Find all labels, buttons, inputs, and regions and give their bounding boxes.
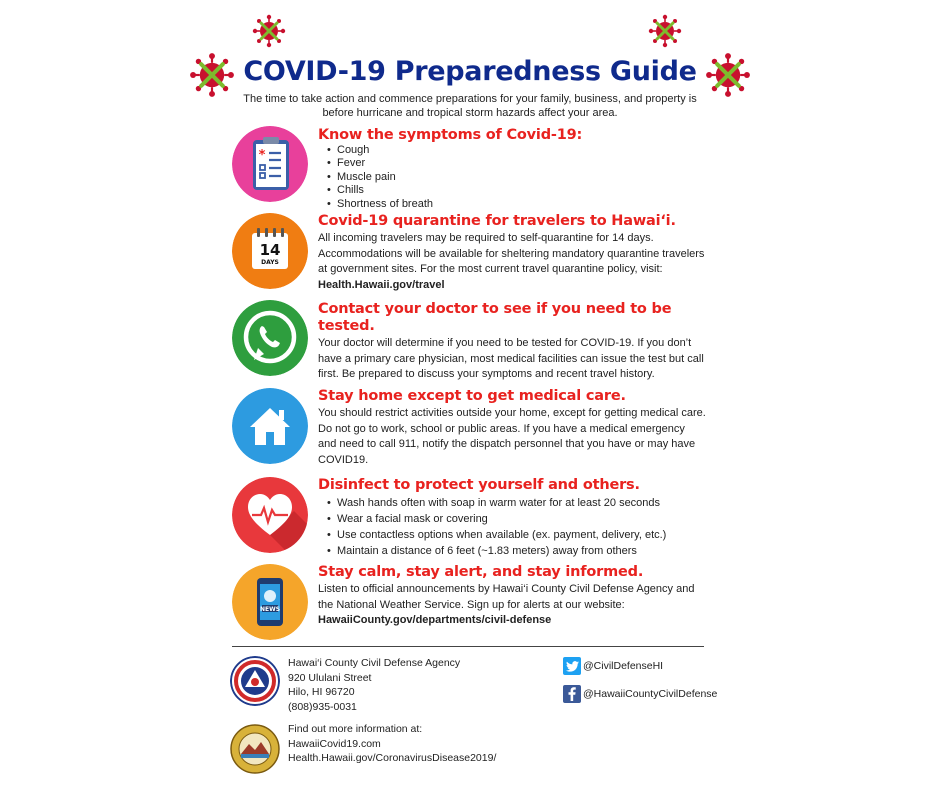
section-body	[318, 582, 706, 629]
house-icon	[232, 388, 308, 464]
twitter-handle-text: @CivilDefenseHI	[583, 660, 664, 672]
list-item: • Maintain a distance of 6 feet (~1.83 meters) away from others	[337, 543, 706, 559]
body-text: All incoming travelers may be required to self-quarantine for 14 days. Accommodations will be available for sheltering mandatory quarantine travelers at government sites. For the most current travel quarantine policy, visit:	[318, 232, 705, 275]
facebook-handle-text: @HawaiiCountyCivilDefense	[583, 688, 718, 700]
news-label: NEWS	[259, 606, 281, 613]
agency-phone: (808)935-0031	[288, 700, 357, 713]
agency-address	[288, 656, 460, 714]
agency-city: Hilo, HI 96720	[288, 686, 355, 698]
symptom-list	[318, 144, 706, 211]
facebook-handle[interactable]	[563, 685, 717, 703]
twitter-handle[interactable]	[563, 657, 663, 675]
clipboard-checklist-icon	[232, 126, 308, 202]
list-item: • Chills	[337, 184, 706, 197]
twitter-icon	[563, 657, 581, 675]
info-site-link[interactable]: HawaiiCovid19.com	[288, 737, 381, 750]
section-body: Your doctor will determine if you need to be tested for COVID-19. If you don’t have a primary care physician, most medical facilities can issue the test but call first. Be prepared to discuss your symptoms and recent travel history.	[318, 337, 704, 380]
news-phone-icon	[232, 564, 308, 640]
section-heading: Know the symptoms of Covid-19:	[318, 127, 583, 143]
section-heading: Stay calm, stay alert, and stay informed.	[318, 564, 644, 580]
list-item: • Wear a facial mask or covering	[337, 511, 706, 527]
travel-link[interactable]: Health.Hawaii.gov/travel	[318, 278, 445, 291]
phone-icon	[232, 300, 308, 376]
section-heading: Contact your doctor to see if you need to be tested.	[318, 301, 672, 334]
page-title: COVID-19 Preparedness Guide	[243, 56, 697, 87]
disinfect-list	[318, 495, 706, 559]
intro-text: The time to take action and commence preparations for your family, business, and property is before hurricane and tropical storm hazards affect your area.	[243, 93, 697, 119]
list-item: • Cough	[337, 144, 706, 157]
list-item: • Fever	[337, 157, 706, 170]
section-disinfect	[318, 477, 706, 559]
calendar-label: DAYS	[261, 259, 279, 266]
section-stay-informed	[318, 564, 706, 629]
civil-defense-seal-logo	[230, 656, 280, 706]
list-item: • Wash hands often with soap in warm water for at least 20 seconds	[337, 495, 706, 511]
section-heading: Disinfect to protect yourself and others.	[318, 477, 640, 493]
section-travelers	[318, 213, 706, 293]
section-stay-home	[318, 388, 706, 468]
section-doctor	[318, 301, 706, 383]
civil-defense-link[interactable]: HawaiiCounty.gov/departments/civil-defense	[318, 614, 552, 626]
more-info	[288, 722, 496, 766]
list-item: • Shortness of breath	[337, 198, 706, 211]
divider	[232, 646, 704, 647]
agency-street: 920 Ululani Street	[288, 671, 372, 684]
info-site-link[interactable]: Health.Hawaii.gov/CoronavirusDisease2019/	[288, 752, 497, 764]
agency-name: Hawai‘i County Civil Defense Agency	[288, 657, 461, 669]
section-heading: Covid-19 quarantine for travelers to Hawai‘i.	[318, 213, 676, 229]
body-text: Listen to official announcements by Hawai‘i County Civil Defense Agency and the National Weather Service. Sign up for alerts at our website:	[318, 583, 695, 611]
heart-pulse-icon	[232, 477, 308, 553]
list-item: • Use contactless options when available (ex. payment, delivery, etc.)	[337, 527, 706, 543]
info-lead: Find out more information at:	[288, 723, 423, 735]
section-symptoms	[318, 127, 706, 211]
calendar-14-days-icon	[232, 213, 308, 289]
section-body: You should restrict activities outside your home, except for getting medical care. Do not go to work, school or public areas. If you have a medical emergency and need to call 911, notify the dispatch personnel that you have or may have COVID19.	[318, 407, 706, 466]
virus-icon	[252, 14, 286, 48]
list-item: • Muscle pain	[337, 171, 706, 184]
calendar-number: 14	[259, 241, 281, 259]
section-body	[318, 231, 706, 293]
virus-icon	[648, 14, 682, 48]
county-seal-logo	[230, 724, 280, 774]
facebook-icon	[563, 685, 581, 703]
svg-text:*: *	[258, 148, 266, 163]
section-heading: Stay home except to get medical care.	[318, 388, 626, 404]
